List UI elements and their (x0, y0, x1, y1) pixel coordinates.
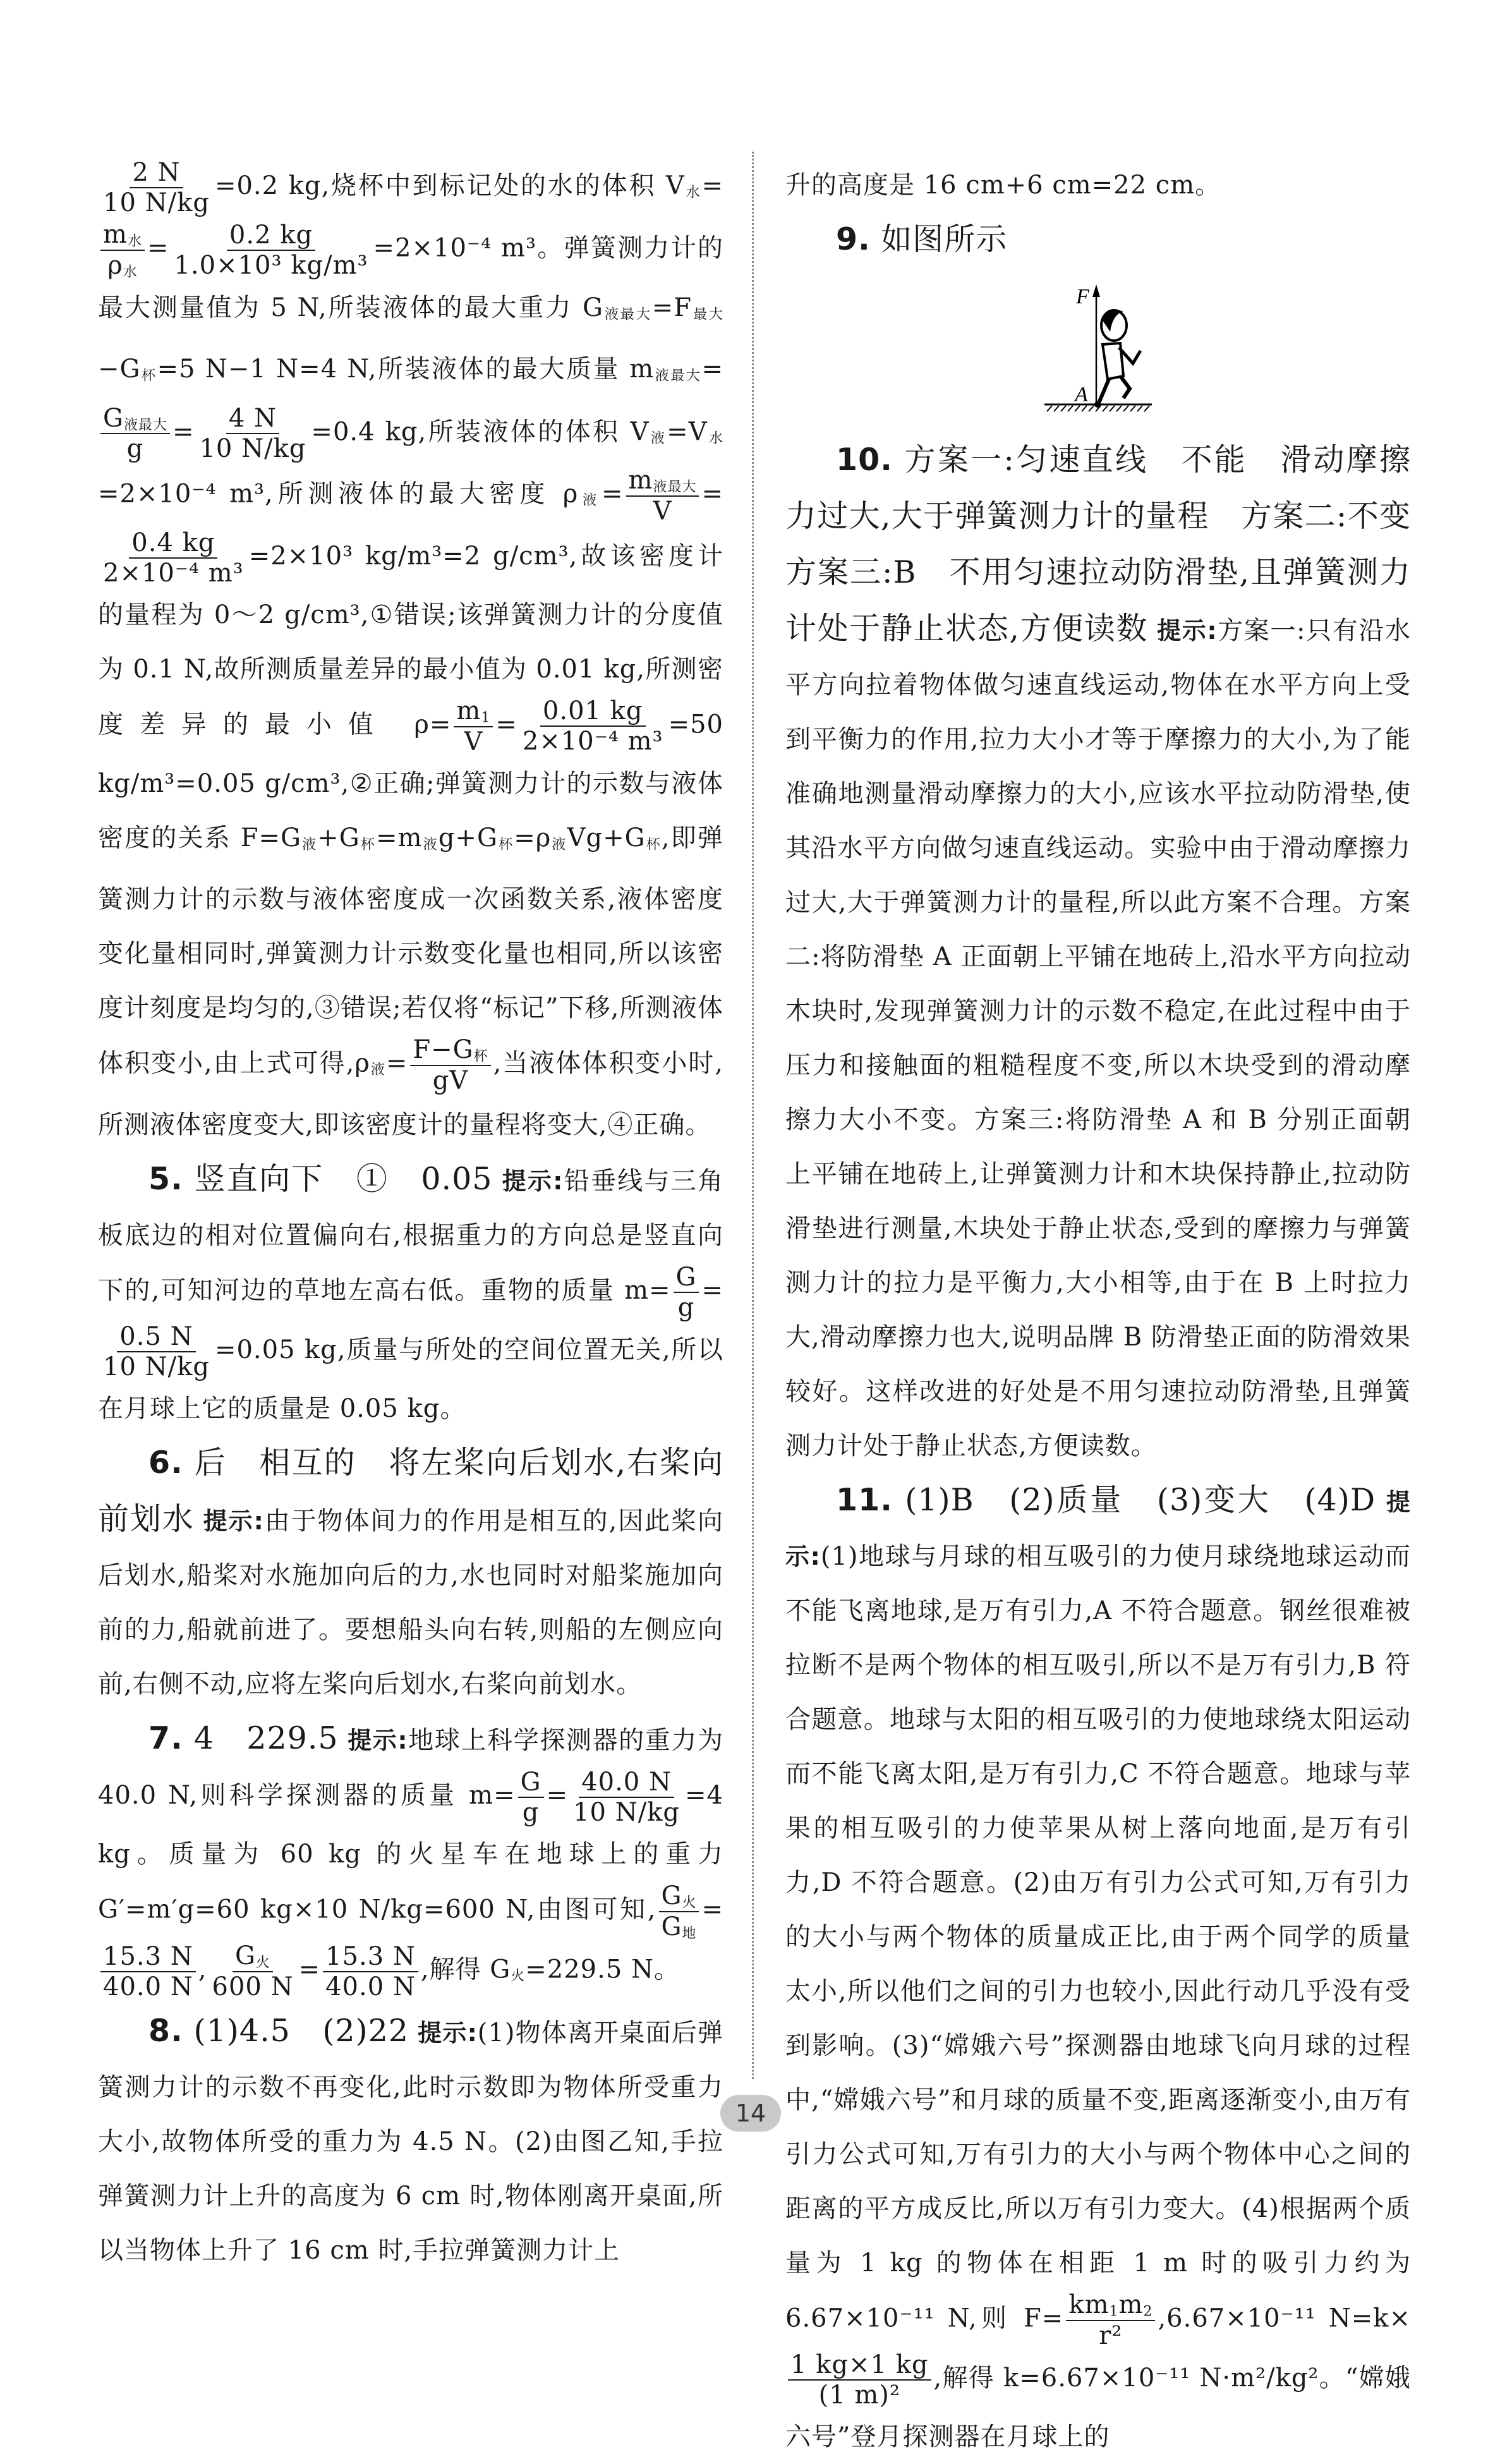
question-number: 10. (836, 442, 893, 478)
text-run: = (147, 234, 169, 264)
numerator (788, 2350, 931, 2381)
text-run: 10 N/kg (573, 1797, 680, 1827)
text-run: 0.2 kg (229, 221, 313, 250)
text-run: F−G (413, 1035, 474, 1065)
subscript: 液 (301, 837, 318, 853)
numerator (518, 1768, 544, 1798)
subscript: 水 (707, 430, 723, 447)
text-run: = (298, 1955, 321, 1984)
text-run: =2×10³ kg/m³=2 g/cm³,故该密度计的量程为 0～2 g/cm³,①错误;该弹簧测力计的分度值为 0.1 N,故所测质量差异的最小值为 0.01 kg,所测密度差异的最小值 ρ= (98, 542, 723, 739)
answer (148, 1161, 492, 1197)
subscript: 液最大 (123, 416, 167, 433)
subscript: 地 (682, 1925, 697, 1941)
fraction (571, 1768, 682, 1827)
subscript: 最大 (692, 306, 723, 323)
subscript: 2 (1143, 2303, 1153, 2320)
subscript: 液 (422, 837, 439, 853)
subscript: 杯 (140, 368, 157, 384)
subscript: 1 (481, 710, 491, 726)
numerator (227, 221, 315, 251)
numerator (579, 1768, 674, 1798)
numerator (626, 466, 699, 497)
denominator (430, 1066, 471, 1095)
text-run: ,解得 k=6.67×10⁻¹¹ N·m²/kg²。“嫦娥六号”登月探测器在月球上的 (785, 2363, 1411, 2451)
text-run: =0.05 kg,质量与所处的空间位置无关,所以在月球上它的质量是 0.05 kg。 (98, 1335, 723, 1423)
numerator (410, 1035, 490, 1066)
text-run: 1.0×10³ kg/m³ (174, 251, 368, 281)
numerator (323, 1942, 418, 1972)
numerator (1066, 2290, 1155, 2321)
subscript: 液 (551, 837, 567, 853)
text-run: = (385, 1048, 408, 1078)
text-run: = (701, 1895, 723, 1924)
text-run: 15.3 N (103, 1941, 193, 1971)
text-run: 2×10⁻⁴ m³ (103, 559, 244, 588)
question-number: 7. (148, 1720, 183, 1756)
answer-item-10 (785, 433, 1443, 1473)
subscript: 液最大 (653, 479, 697, 495)
subscript: 杯 (360, 837, 377, 853)
answer-item-9 (785, 212, 1411, 269)
text-run: g (677, 1292, 695, 1322)
fraction (100, 220, 145, 280)
continued-text (98, 158, 723, 1152)
text-run: G (235, 1941, 256, 1971)
numerator (100, 1942, 196, 1972)
text-run: =50 kg/m³=0.05 g/cm³,②正确;弹簧测力计的示数与液体密度的关系 F=G (98, 710, 723, 853)
text-run: gV (432, 1065, 469, 1095)
subscript: 杯 (645, 837, 662, 853)
numerator (233, 1941, 273, 1972)
denominator (100, 1972, 196, 2001)
fraction (100, 1942, 196, 2001)
text-run: G (103, 403, 124, 433)
column-divider (752, 152, 754, 2079)
text-run: =5 N−1 N=4 N,所装液体的最大质量 m (157, 355, 655, 384)
fraction (410, 1035, 490, 1095)
force-diagram-figure (785, 275, 1411, 420)
subscript: 杯 (497, 837, 514, 853)
subscript: 液 (578, 493, 602, 509)
numerator (129, 528, 217, 559)
text-run: 由于物体间力的作用是相互的,因此桨向后划水,船桨对水施加向后的力,水也同时对船桨施加向前的力,船就前进了。要想船头向右转,则船的左侧应向前,右侧不动,应将左桨向后划水,右桨向前划水。 (98, 1506, 723, 1699)
text-run: 地球上科学探测器的重力为 40.0 N,则科学探测器的质量 m= (98, 1725, 724, 1810)
subscript: 火 (511, 1968, 526, 1984)
question-number: 8. (148, 2012, 183, 2049)
subscript: 杯 (473, 1048, 488, 1065)
text-run: 15.3 N (325, 1941, 416, 1971)
text-run: ,当液体体积变小时,所测液体密度变大,即该密度计的量程将变大,④正确。 (98, 1048, 723, 1139)
hint-label: 提示: (1157, 617, 1218, 645)
left-column (98, 158, 723, 2278)
text-run: = (701, 355, 723, 384)
text-run: (1 m)² (818, 2380, 900, 2410)
fraction (100, 404, 170, 464)
text-run: 后 相互的 将左桨向后划水,右桨向前划水 (98, 1444, 723, 1537)
text-run: V (653, 496, 672, 526)
denominator (675, 1293, 698, 1322)
fraction (659, 1881, 699, 1941)
denominator (651, 497, 675, 526)
text-run: =0.2 kg,烧杯中到标记处的水的体积 V (214, 171, 685, 200)
text-run: = (701, 1275, 723, 1305)
answer-item-6 (98, 1436, 723, 1711)
text-run: =229.5 N。 (525, 1955, 680, 1984)
text-run: +G (317, 823, 360, 853)
question-number: 11. (836, 1482, 893, 1518)
subscript: 液 (370, 1062, 386, 1078)
denominator (100, 559, 246, 588)
denominator (100, 1352, 212, 1381)
subscript: 火 (256, 1955, 271, 1971)
fraction (171, 221, 370, 280)
subscript: 火 (682, 1895, 697, 1911)
denominator (323, 1972, 418, 2001)
fraction (626, 466, 699, 526)
denominator (659, 1912, 699, 1942)
text-run: G (675, 1262, 697, 1292)
text-run: =0.4 kg,所装液体的体积 V (311, 416, 650, 446)
answer (148, 1720, 339, 1756)
subscript: 水 (127, 233, 142, 250)
text-run: 方案一:只有沿水平方向拉着物体做匀速直线运动,物体在水平方向上受到平衡力的作用,拉力大小才等于摩擦力的大小,为了能准确地测量滑动摩擦力的大小,应该水平拉动防滑垫,使其沿水平方向做匀速直线运动。实验中由于滑动摩擦力过大,大于弹簧测力计的量程,所以此方案不合理。方案二:将防滑垫 A 正面朝上平铺在地砖上,沿水平方向拉动木块时,发现弹簧测力计的示数不稳定,在此过程中由于压力和接触面的粗糙程度不变,所以木块受到的滑动摩擦力大小不变。方案三:将防滑垫 A 和 B 分别正面朝上平铺在地砖上,让弹簧测力计和木块保持静止,拉动防滑垫进行测量,木块处于静止状态,受到的摩擦力与弹簧测力计的拉力是平衡力,大小相等,由于在 B 上时拉力大,滑动摩擦力也大,说明品牌 B 防滑垫正面的防滑效果较好。这样改进的好处是不用匀速拉动防滑垫,且弹簧测力计处于静止状态,方便读数。 (785, 616, 1412, 1460)
text-run: = (602, 479, 624, 509)
text-run: (1)物体离开桌面后弹簧测力计的示数不再变化,此时示数即为物体所受重力大小,故物体所受的重力为 4.5 N。(2)由图乙知,手拉弹簧测力计上升的高度为 6 cm 时,物体刚离开桌面,所以当物体上升了 16 cm 时,手拉弹簧测力计上 (98, 2018, 724, 2265)
text-run: 如图所示 (870, 221, 1008, 257)
text-run: , (198, 1955, 207, 1984)
numerator (100, 220, 145, 251)
text-run: = (495, 710, 517, 739)
numerator (117, 1322, 195, 1352)
text-run: 10 N/kg (103, 1352, 210, 1381)
right-column (785, 158, 1443, 2464)
denominator (1096, 2321, 1125, 2350)
denominator (520, 1798, 542, 1827)
denominator (520, 727, 666, 756)
text-run: 方案一:匀速直线 不能 滑动摩擦力过大,大于弹簧测力计的量程 方案二:不变 方案三:B 不用匀速拉动防滑垫,且弹簧测力计处于静止状态,方便读数 (785, 442, 1443, 646)
text-run: = (546, 1780, 569, 1810)
text-run: (1)地球与月球的相互吸引的力使月球绕地球运动而不能飞离地球,是万有引力,A 不符合题意。钢丝很难被拉断不是两个物体的相互吸引,所以不是万有引力,B 符合题意。地球与太阳的相互吸引的力使地球绕太阳运动而不能飞离太阳,是万有引力,C 不符合题意。地球与苹果的相互吸引的力使苹果从树上落向地面,是万有引力,D 不符合题意。(2)由万有引力公式可知,万有引力的大小与两个物体的质量成正比,由于两个同学的质量太小,所以他们之间的引力也较小,因此行动几乎没有受到影响。(3)“嫦娥六号”探测器由地球飞向月球的过程中,“嫦娥六号”和月球的质量不变,距离逐渐变小,由万有引力公式可知,万有引力的大小与两个物体中心之间的距离的平方成反比,所以万有引力变大。(4)根据两个质量为 1 kg 的物体在相距 1 m 时的吸引力约为 6.67×10⁻¹¹ N,则 F= (785, 1542, 1411, 2333)
text-run: G (661, 1881, 682, 1910)
text-run: =4 kg。质量为 60 kg 的火星车在地球上的重力 G′=m′g=60 kg×10 N/kg=600 N,由图可知, (98, 1780, 723, 1924)
text-run: m (103, 220, 128, 250)
page-number: 14 (720, 2095, 781, 2132)
answer-item-11 (785, 1473, 1411, 2464)
text-run: =ρ (514, 823, 552, 853)
hint-label: 提示: (501, 1167, 564, 1195)
text-run: =2×10⁻⁴ m³。弹簧测力计的最大测量值为 5 N,所装液体的最大重力 G (98, 234, 723, 322)
fraction (788, 2350, 931, 2410)
text-run: =V (667, 416, 708, 446)
text-run: 0.01 kg (542, 696, 643, 726)
subscript: 液最大 (603, 306, 652, 323)
numerator (540, 696, 646, 727)
question-number: 9. (836, 221, 871, 257)
hint-label: 提示: (203, 1507, 264, 1535)
text-run: (1)4.5 (2)22 (183, 2012, 409, 2049)
fraction (323, 1942, 418, 2001)
subscript: 水 (684, 185, 702, 201)
denominator (197, 434, 308, 463)
fraction (520, 696, 666, 756)
text-run: 升的高度是 16 cm+6 cm=22 cm。 (785, 171, 1221, 200)
text-run: g (522, 1797, 540, 1827)
answer-item-7 (98, 1711, 723, 2004)
text-run: 10 N/kg (199, 434, 306, 463)
subscript: 水 (123, 264, 138, 281)
question-number: 6. (148, 1444, 183, 1481)
fraction (197, 404, 308, 463)
text-run: 40.0 N (581, 1767, 672, 1797)
text-run: =2×10⁻⁴ m³,所测液体的最大密度 ρ (98, 479, 579, 509)
text-run: g+G (438, 823, 498, 853)
text-run: ,解得 G (420, 1955, 511, 1984)
text-run: m (628, 466, 653, 495)
text-run: 0.5 N (119, 1321, 193, 1351)
text-run: 2 N (132, 158, 181, 187)
text-run: ,6.67×10⁻¹¹ N=k× (1158, 2303, 1411, 2333)
answer (836, 1482, 1376, 1518)
subscript: 液 (649, 430, 667, 447)
running-person-icon (1032, 275, 1164, 420)
text-run: g (126, 434, 144, 464)
numerator (100, 404, 170, 435)
text-run: 40.0 N (103, 1972, 193, 2001)
subscript: 1 (1109, 2303, 1119, 2320)
text-run: 0.4 kg (131, 528, 215, 558)
text-run: −G (98, 355, 141, 384)
text-run: =m (376, 823, 423, 853)
denominator (816, 2381, 903, 2410)
text-run: ρ (107, 251, 123, 281)
answer-item-5 (98, 1152, 723, 1436)
point-a-label: A (1075, 383, 1088, 406)
denominator (210, 1972, 296, 2001)
fraction (100, 528, 246, 588)
text-run: 40.0 N (325, 1972, 416, 2001)
text-run: = (701, 171, 723, 200)
text-run: (1)B (2)质量 (3)变大 (4)D (892, 1482, 1376, 1518)
fraction (100, 158, 212, 217)
text-run: r² (1099, 2321, 1123, 2350)
text-run: V (464, 727, 483, 756)
text-run: Vg+G (567, 823, 646, 853)
text-run: ,即弹簧测力计的示数与液体密度成一次函数关系,液体密度变化量相同时,弹簧测力计示数变化量也相同,所以该密度计刻度是均匀的,③错误;若仅将“标记”下移,所测液体体积变小,由上式可得,ρ (98, 823, 723, 1078)
continued-text (785, 158, 1411, 212)
hint-label: 提示: (417, 2018, 478, 2047)
numerator (226, 404, 279, 434)
text-run: 竖直向下 ① 0.05 (183, 1160, 493, 1197)
fraction (1066, 2290, 1155, 2350)
text-run: 4 N (228, 403, 277, 433)
text-run: = (701, 479, 723, 509)
denominator (461, 727, 485, 756)
fraction (454, 696, 493, 756)
text-run: m (456, 696, 481, 726)
text-run: 1 kg×1 kg (790, 2350, 929, 2379)
denominator (100, 188, 212, 217)
text-run: km (1068, 2290, 1110, 2319)
text-run: 10 N/kg (103, 188, 210, 217)
numerator (674, 1263, 699, 1293)
text-run: 4 229.5 (183, 1720, 339, 1756)
denominator (571, 1798, 682, 1827)
answer (836, 221, 1007, 257)
text-run: = (172, 416, 195, 446)
fraction (210, 1941, 296, 2001)
hint-label: 提示: (785, 1488, 1411, 1570)
denominator (105, 251, 140, 281)
numerator (454, 696, 493, 727)
fraction (100, 1322, 212, 1381)
denominator (171, 251, 370, 280)
hint-label: 提示: (347, 1726, 408, 1754)
fraction (518, 1768, 544, 1827)
text-run: m (1118, 2290, 1144, 2319)
text-run: G (520, 1767, 541, 1797)
text-run: 600 N (212, 1972, 294, 2001)
answer (148, 2013, 409, 2049)
denominator (124, 434, 147, 463)
numerator (130, 158, 183, 188)
question-number: 5. (148, 1160, 183, 1197)
text-run: G (661, 1912, 682, 1941)
text-run: 铅垂线与三角板底边的相对位置偏向右,根据重力的方向总是竖直向下的,可知河边的草地左高右低。重物的质量 m= (98, 1166, 724, 1305)
numerator (659, 1881, 699, 1912)
fraction (674, 1263, 699, 1322)
text-run: 2×10⁻⁴ m³ (522, 727, 663, 756)
force-label: F (1076, 285, 1089, 308)
answer-item-8 (98, 2004, 723, 2278)
text-run: =F (651, 293, 693, 322)
subscript: 液最大 (654, 368, 702, 384)
